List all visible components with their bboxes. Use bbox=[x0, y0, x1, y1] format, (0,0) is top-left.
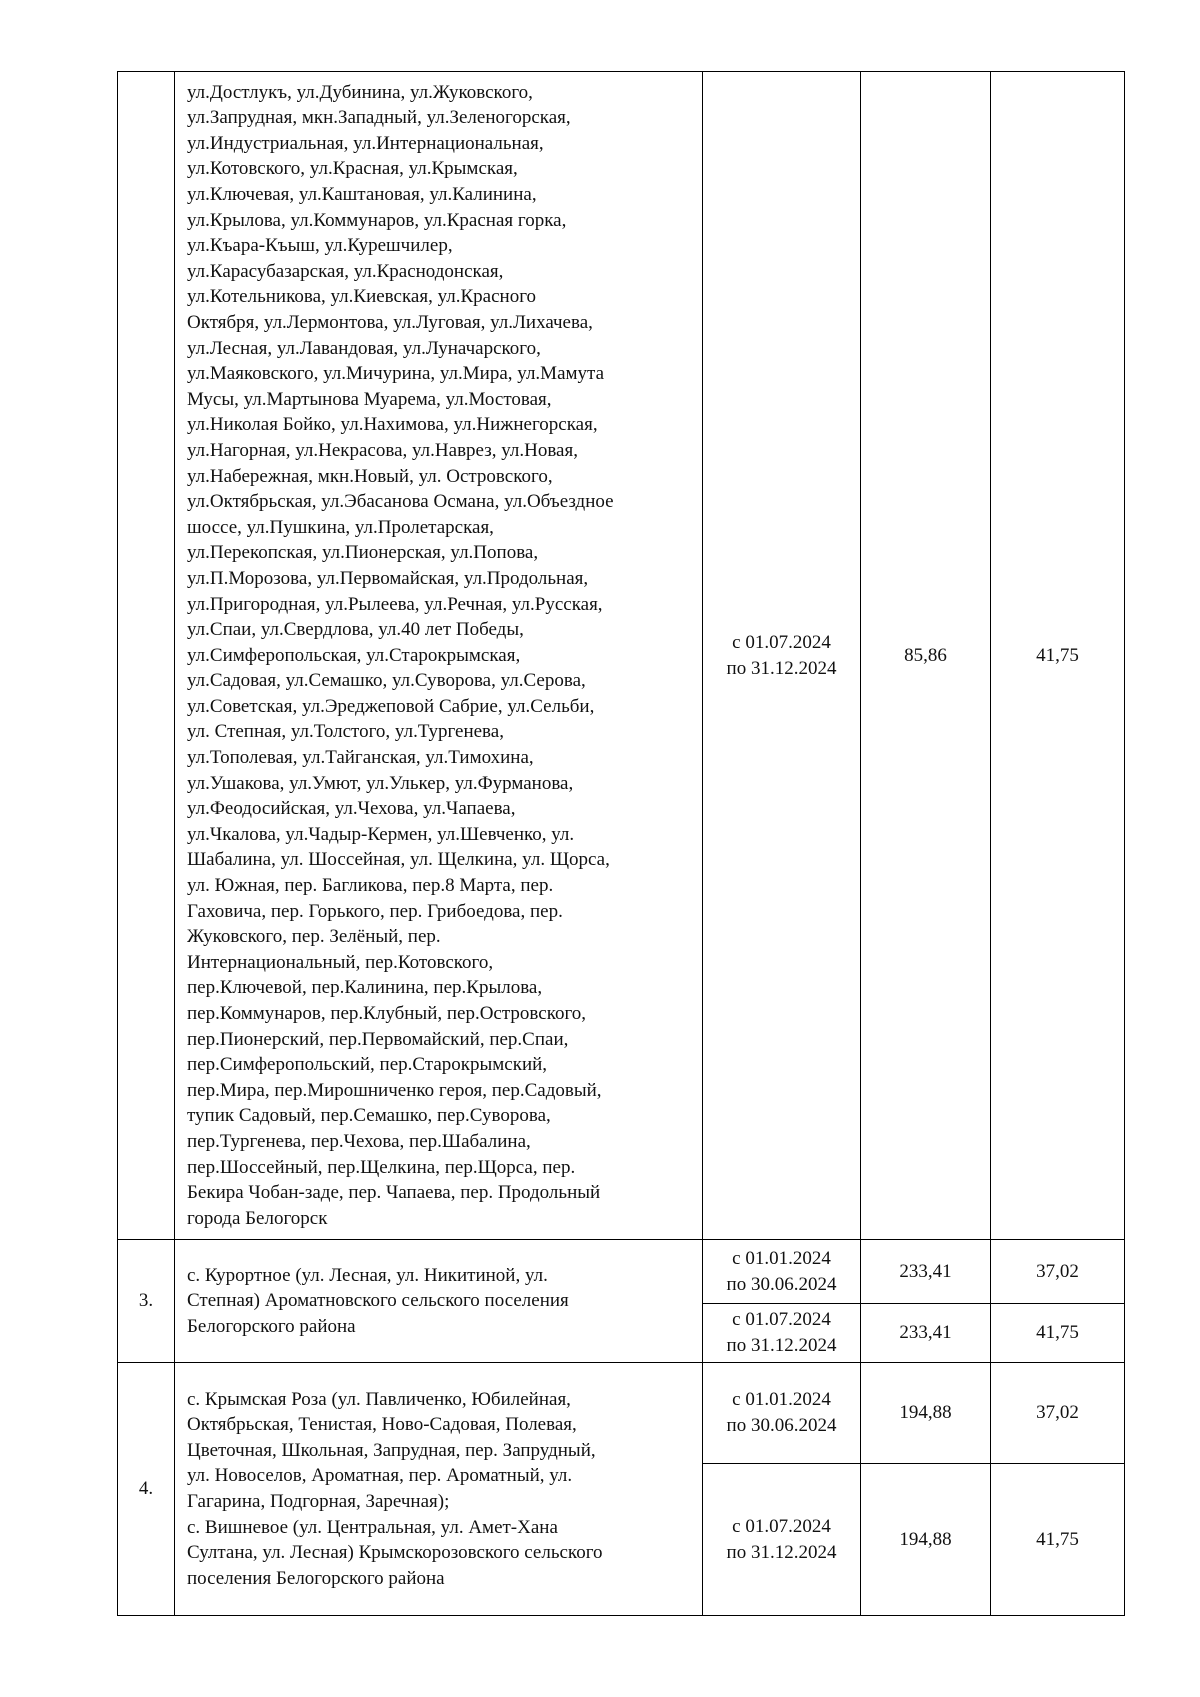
tariff-value-b: 41,75 bbox=[991, 1304, 1125, 1363]
tariff-value-a: 85,86 bbox=[861, 72, 991, 1240]
address-cell bbox=[175, 1363, 703, 1616]
tariff-value-a: 233,41 bbox=[861, 1240, 991, 1304]
tariff-value-b: 37,02 bbox=[991, 1240, 1125, 1304]
period-text: с 01.01.2024 по 30.06.2024 bbox=[726, 1389, 837, 1436]
tariff-value-b: 37,02 bbox=[991, 1363, 1125, 1464]
address-cell bbox=[175, 1240, 703, 1363]
tariff-value-a: 194,88 bbox=[861, 1363, 991, 1464]
address-text: с. Крымская Роза (ул. Павличенко, Юбилейная, Октябрьская, Тенистая, Ново-Садовая, Полевая, Цветочная, Школьная, Запрудная, пер. Запрудный, ул. Новоселов, Ароматная, пер. Ароматный, ул. Гагарина, Подгорная, Заречная); с. Вишневое (ул. Центральная, ул. Амет-Хана Султана, ул. Лесная) Крымскорозовского сельского поселения Белогорского района bbox=[187, 1388, 603, 1589]
period-text: с 01.07.2024 по 31.12.2024 bbox=[726, 631, 837, 679]
period-cell bbox=[703, 1464, 861, 1616]
period-cell bbox=[703, 1304, 861, 1363]
tariff-value-a: 233,41 bbox=[861, 1304, 991, 1363]
period-cell bbox=[703, 1240, 861, 1304]
period-cell bbox=[703, 72, 861, 1240]
table-row bbox=[118, 72, 1125, 1240]
row-number: 4. bbox=[118, 1363, 175, 1616]
period-cell bbox=[703, 1363, 861, 1464]
row-number bbox=[118, 72, 175, 1240]
address-cell bbox=[175, 72, 703, 1240]
tariff-table bbox=[117, 71, 1125, 1616]
period-text: с 01.07.2024 по 31.12.2024 bbox=[726, 1309, 837, 1356]
table-row bbox=[118, 1240, 1125, 1304]
tariff-value-b: 41,75 bbox=[991, 72, 1125, 1240]
table-row bbox=[118, 1363, 1125, 1464]
tariff-value-a: 194,88 bbox=[861, 1464, 991, 1616]
period-text: с 01.01.2024 по 30.06.2024 bbox=[726, 1247, 837, 1295]
address-text: с. Курортное (ул. Лесная, ул. Никитиной, ул. Степная) Ароматновского сельского поселения Белогорского района bbox=[187, 1264, 569, 1337]
tariff-value-b: 41,75 bbox=[991, 1464, 1125, 1616]
period-text: с 01.07.2024 по 31.12.2024 bbox=[726, 1515, 837, 1563]
address-text: ул.Достлукъ, ул.Дубинина, ул.Жуковского, ул.Запрудная, мкн.Западный, ул.Зеленогорская, ул.Индустриальная, ул.Интернациональная, ул.Котовского, ул.Красная, ул.Крымская, ул.Ключевая, ул.Каштановая, ул.Калинина, ул.Крылова, ул.Коммунаров, ул.Красная горка, ул.Къара-Къыш, ул.Курешчилер, ул.Карасубазарская, ул.Краснодонская, ул.Котельникова, ул.Киевская, ул.Красного Октября, ул.Лермонтова, ул.Луговая, ул.Лихачева, ул.Лесная, ул.Лавандовая, ул.Луначарского, ул.Маяковского, ул.Мичурина, ул.Мира, ул.Мамута Мусы, ул.Мартынова Муарема, ул.Мостовая, ул.Николая Бойко, ул.Нахимова, ул.Нижнегорская, ул.Нагорная, ул.Некрасова, ул.Наврез, ул.Новая, ул.Набережная, мкн.Новый, ул. Островского, ул.Октябрьская, ул.Эбасанова Османа, ул.Объездное шоссе, ул.Пушкина, ул.Пролетарская, ул.Перекопская, ул.Пионерская, ул.Попова, ул.П.Морозова, ул.Первомайская, ул.Продольная, ул.Пригородная, ул.Рылеева, ул.Речная, ул.Русская, ул.Спаи, ул.Свердлова, ул.40 лет Победы, ул.Симферопольская, ул.Старокрымская, ул.Садовая, ул.Семашко, ул.Суворова, ул.Серова, ул.Советская, ул.Эреджеповой Сабрие, ул.Сельби, ул. Степная, ул.Толстого, ул.Тургенева, ул.Тополевая, ул.Тайганская, ул.Тимохина, ул.Ушакова, ул.Умют, ул.Улькер, ул.Фурманова, ул.Феодосийская, ул.Чехова, ул.Чапаева, ул.Чкалова, ул.Чадыр-Кермен, ул.Шевченко, ул. Шабалина, ул. Шоссейная, ул. Щелкина, ул. Щорса, ул. Южная, пер. Багликова, пер.8 Марта, пер. Гаховича, пер. Горького, пер. Грибоедова, пер. Жуковского, пер. Зелёный, пер. Интернациональный, пер.Котовского, пер.Ключевой, пер.Калинина, пер.Крылова, пер.Коммунаров, пер.Клубный, пер.Островского, пер.Пионерский, пер.Первомайский, пер.Спаи, пер.Симферопольский, пер.Старокрымский, пер.Мира, пер.Мирошниченко героя, пер.Садовый, тупик Садовый, пер.Семашко, пер.Суворова, пер.Тургенева, пер.Чехова, пер.Шабалина, пер.Шоссейный, пер.Щелкина, пер.Щорса, пер. Бекира Чобан-заде, пер. Чапаева, пер. Продольный города Белогорск bbox=[187, 81, 614, 1229]
row-number: 3. bbox=[118, 1240, 175, 1363]
